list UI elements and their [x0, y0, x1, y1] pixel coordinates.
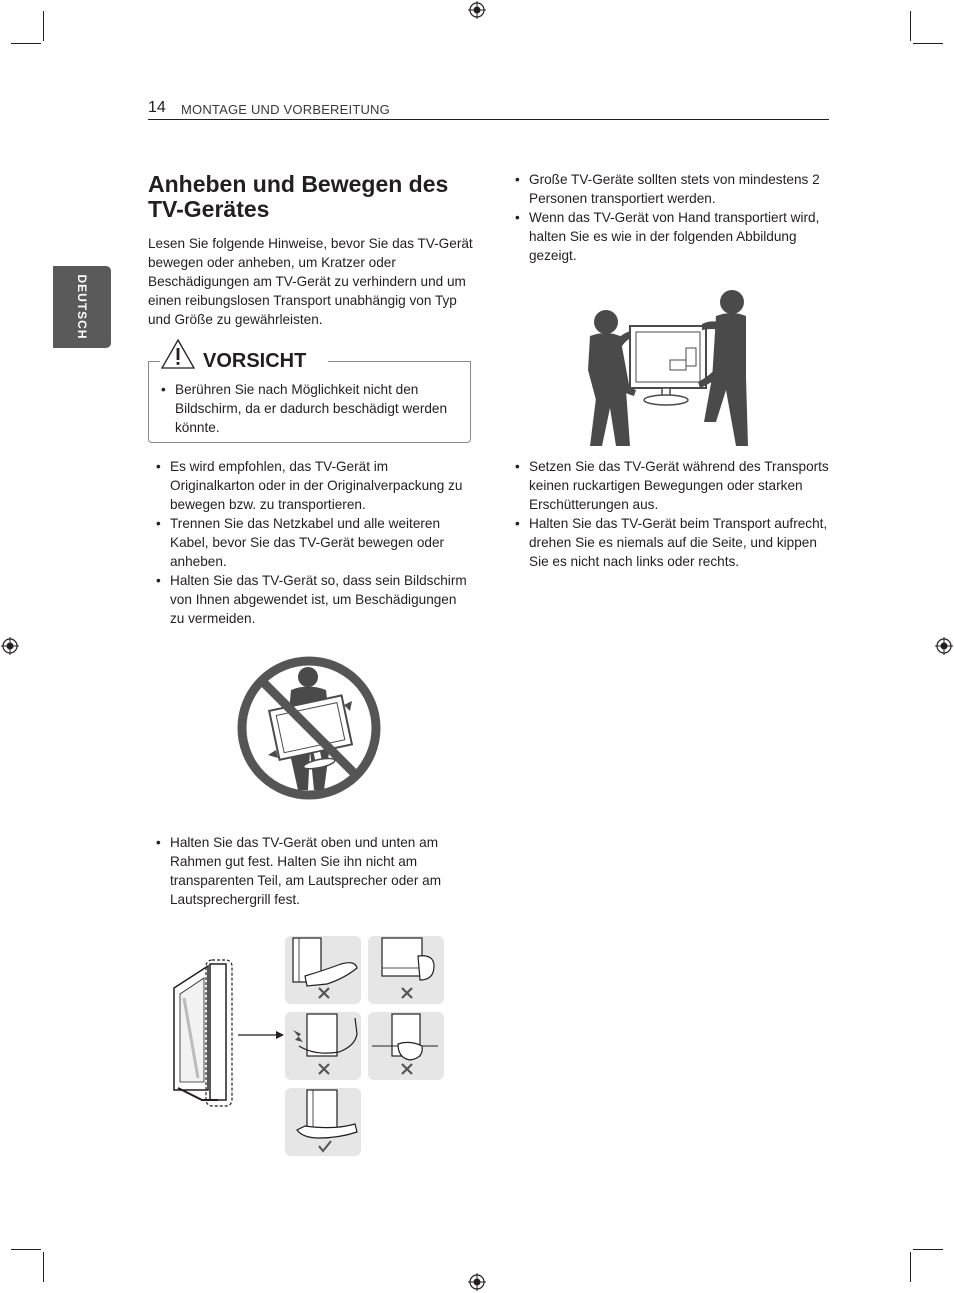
list-item: • Halten Sie das TV-Gerät beim Transport aufrecht, drehen Sie es niemals auf die Seite, und kippen Sie es nicht nach links oder rechts. — [507, 514, 832, 571]
caution-list — [153, 380, 453, 437]
crop-mark — [913, 43, 943, 44]
two-person-carry-illustration — [586, 290, 748, 448]
grip-tile-wrong — [285, 1012, 361, 1080]
grip-tile-wrong — [285, 936, 361, 1004]
caution-border — [328, 361, 470, 362]
crop-mark — [913, 1249, 943, 1250]
list-item: • Berühren Sie nach Möglichkeit nicht den Bildschirm, da er dadurch beschädigt werden könnte. — [153, 380, 453, 437]
page-title: Anheben und Bewegen des TV-Gerätes — [148, 171, 449, 222]
bullet-list — [507, 170, 832, 265]
list-item: • Große TV-Geräte sollten stets von mindestens 2 Personen transportiert werden. — [507, 170, 832, 208]
list-item: • Halten Sie das TV-Gerät so, dass sein Bildschirm von Ihnen abgewendet ist, um Beschädigungen zu vermeiden. — [148, 571, 473, 628]
warning-triangle-icon — [160, 338, 196, 370]
registration-mark-icon — [1, 637, 19, 655]
header-rule — [148, 119, 829, 120]
registration-mark-icon — [468, 1273, 486, 1291]
list-item: • Setzen Sie das TV-Gerät während des Transports keinen ruckartigen Bewegungen oder starken Erschütterungen aus. — [507, 457, 832, 514]
crop-mark — [910, 11, 911, 41]
prohibited-carry-illustration — [236, 655, 382, 801]
registration-mark-icon — [468, 1, 486, 19]
crop-mark — [43, 1252, 44, 1282]
registration-mark-icon — [935, 637, 953, 655]
crop-mark — [43, 11, 44, 41]
language-tab-label: DEUTSCH — [75, 274, 89, 340]
crop-mark — [11, 1249, 41, 1250]
crop-mark — [11, 43, 41, 44]
caution-title: VORSICHT — [203, 350, 307, 372]
list-item: • Trennen Sie das Netzkabel und alle weiteren Kabel, bevor Sie das TV-Gerät bewegen oder anheben. — [148, 514, 473, 571]
grip-tile-correct — [285, 1088, 361, 1156]
grip-tile-wrong — [368, 1012, 444, 1080]
bullet-list — [148, 457, 473, 628]
tv-side-illustration — [168, 958, 288, 1113]
list-item: • Wenn das TV-Gerät von Hand transportiert wird, halten Sie es wie in der folgenden Abbildung gezeigt. — [507, 208, 832, 265]
page-number: 14 — [148, 99, 166, 116]
list-item: • Halten Sie das TV-Gerät oben und unten am Rahmen gut fest. Halten Sie ihn nicht am transparenten Teil, am Lautsprecher oder am Lautsprechergrill fest. — [148, 833, 473, 909]
caution-border — [148, 361, 160, 362]
bullet-list — [148, 833, 473, 909]
crop-mark — [910, 1252, 911, 1282]
list-item: • Es wird empfohlen, das TV-Gerät im Originalkarton oder in der Originalverpackung zu bewegen bzw. zu transportieren. — [148, 457, 473, 514]
language-tab — [53, 266, 111, 348]
section-title: MONTAGE UND VORBEREITUNG — [181, 102, 390, 117]
intro-paragraph: Lesen Sie folgende Hinweise, bevor Sie das TV-Gerät bewegen oder anheben, um Kratzer oder Beschädigungen am TV-Gerät zu verhindern und um einen reibungslosen Transport unabhängig von Typ und Größe zu gewährleisten. — [148, 236, 473, 327]
bullet-list — [507, 457, 832, 571]
grip-tile-wrong — [368, 936, 444, 1004]
